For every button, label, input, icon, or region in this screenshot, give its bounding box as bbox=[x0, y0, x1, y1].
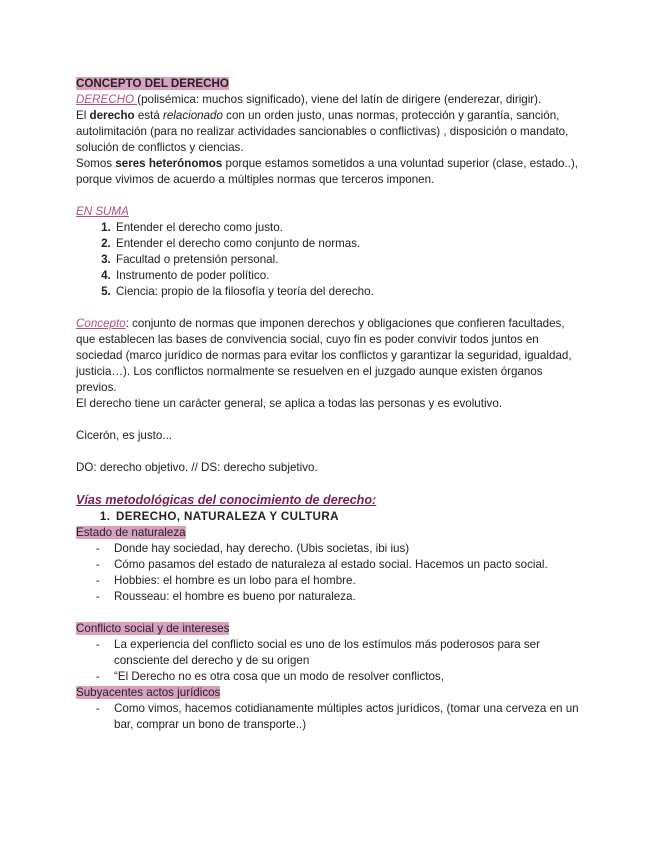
vias-list bbox=[76, 509, 581, 525]
list-item: - Como vimos, hacemos cotidianamente múltiples actos jurídicos, (tomar una cerveza en un bar, comprar un bono de transporte..) bbox=[114, 701, 581, 733]
list-item: - Hobbies: el hombre es un lobo para el hombre. bbox=[114, 573, 581, 589]
estado-label: Estado de naturaleza bbox=[76, 526, 186, 539]
list-item: - Rousseau: el hombre es bueno por naturaleza. bbox=[114, 589, 581, 605]
derecho-paragraph bbox=[76, 92, 581, 188]
concepto-text: conjunto de normas que imponen derechos y obligaciones que confieren facultades, que establecen las bases de convivencia social, cuyo fin es poder convivir todos juntos en sociedad (marco jurídico de normas para evitar los conflictos y garantizar la seguridad, igualdad, justicia…). Los conflictos normalmente se resuelven en el juzgado aunque existen órganos previos. bbox=[76, 317, 572, 394]
bold-derecho: derecho bbox=[89, 109, 135, 122]
vias-heading: Vías metodológicas del conocimiento de derecho: bbox=[76, 493, 377, 507]
concepto-heading: CONCEPTO DEL DERECHO bbox=[76, 77, 229, 90]
bold-heteronomos: seres heterónomos bbox=[115, 157, 223, 170]
concepto-definition bbox=[76, 316, 581, 412]
subyacentes-label-line bbox=[76, 685, 581, 701]
general-text: El derecho tiene un carácter general, se aplica a todas las personas y es evolutivo. bbox=[76, 397, 502, 410]
list-item: - “El Derecho no es otra cosa que un modo de resolver conflictos, bbox=[114, 669, 581, 685]
list-item: - La experiencia del conflicto social es uno de los estímulos más poderosos para ser consciente del derecho y de su origen bbox=[114, 637, 581, 669]
en-suma-line bbox=[76, 204, 581, 220]
text: Somos bbox=[76, 157, 116, 170]
list-item: 2. Entender el derecho como conjunto de normas. bbox=[114, 236, 581, 252]
conflicto-label: Conflicto social y de intereses bbox=[76, 622, 230, 635]
list-item: 5. Ciencia: propio de la filosofía y teoría del derecho. bbox=[114, 284, 581, 300]
subyacentes-label: Subyacentes actos jurídicos bbox=[76, 686, 221, 699]
concepto-heading-line bbox=[76, 76, 581, 92]
italic-relacionado: relacionado bbox=[163, 109, 223, 122]
subyacentes-list bbox=[76, 701, 581, 733]
list-item: - Donde hay sociedad, hay derecho. (Ubis societas, ibi ius) bbox=[114, 541, 581, 557]
list-item: 4. Instrumento de poder político. bbox=[114, 268, 581, 284]
ciceron-line: Cicerón, es justo... bbox=[76, 429, 173, 442]
list-item: 3. Facultad o pretensión personal. bbox=[114, 252, 581, 268]
text: con un orden justo, unas normas, protección y garantía, sanción, autolimitación (para no realizar actividades sancionables o conflictivas) , disposición o mandato, solución de conflictos y ciencias. bbox=[76, 109, 569, 154]
vias-heading-line bbox=[76, 492, 581, 509]
conflicto-list bbox=[76, 637, 581, 685]
estado-list bbox=[76, 541, 581, 605]
text: porque estamos sometidos a una voluntad superior (clase, estado..), porque vivimos de acuerdo a múltiples normas que terceros imponen. bbox=[76, 157, 579, 186]
list-item: 1. DERECHO, NATURALEZA Y CULTURA bbox=[114, 509, 581, 525]
en-suma-list bbox=[76, 220, 581, 300]
text: está bbox=[134, 109, 163, 122]
concepto-label: Concepto bbox=[76, 317, 126, 330]
en-suma-label: EN SUMA bbox=[76, 205, 129, 218]
conflicto-label-line bbox=[76, 621, 581, 637]
colon: : bbox=[125, 317, 129, 330]
list-item: 1. Entender el derecho como justo. bbox=[114, 220, 581, 236]
derecho-label: DERECHO bbox=[76, 93, 138, 106]
derecho-text: (polisémica: muchos significado), viene del latín de dirigere (enderezar, dirigir). bbox=[137, 93, 542, 106]
do-ds-line: DO: derecho objetivo. // DS: derecho subjetivo. bbox=[76, 461, 318, 474]
list-item: - Cómo pasamos del estado de naturaleza al estado social. Hacemos un pacto social. bbox=[114, 557, 581, 573]
estado-label-line bbox=[76, 525, 581, 541]
text: El bbox=[76, 109, 90, 122]
document-page bbox=[76, 76, 581, 733]
